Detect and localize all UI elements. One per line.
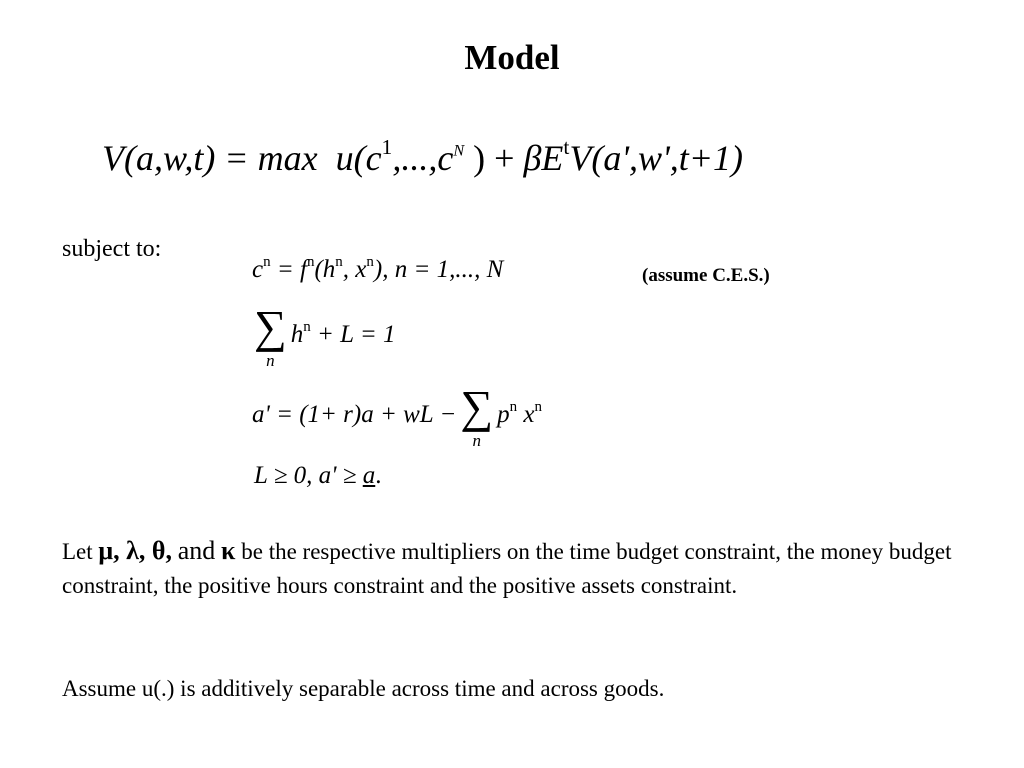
c1-sup-d: n [366, 253, 374, 270]
subject-to-label: subject to: [62, 236, 162, 262]
para1-prefix: Let [62, 539, 93, 564]
sum-index: n [266, 351, 275, 370]
greek-multipliers: μ, λ, θ, [98, 536, 172, 565]
constraint-money-budget [252, 381, 542, 450]
constraint-time-budget [250, 301, 396, 370]
c1-b: = f [270, 256, 307, 283]
eq-beta: β [523, 138, 542, 178]
constraint-nonnegativity [254, 462, 382, 490]
c3-a: a' = (1+ r)a + wL − [252, 401, 457, 429]
greek-kappa: κ [221, 536, 236, 565]
eq-E: E [541, 138, 564, 178]
para1-and: and [177, 536, 216, 565]
slide-title: Model [464, 38, 560, 77]
summation-symbol [254, 301, 287, 370]
c1-a: c [252, 256, 264, 283]
c1-sup-c: n [335, 253, 343, 270]
separability-paragraph: Assume u(.) is additively separable across time and across goods. [62, 676, 665, 701]
c3-b: p [497, 401, 510, 429]
eq-sup-N: N [453, 141, 465, 160]
c3-sup-c: n [534, 398, 542, 415]
eq-sup-t: t [563, 134, 570, 159]
eq-lhs: V(a,w,t) = max [102, 138, 318, 178]
eq-rest1: ) + [473, 138, 515, 178]
constraint-production [252, 253, 504, 284]
c2-a: h [290, 321, 304, 349]
sigma-glyph: ∑ [254, 301, 287, 352]
c1-c: (h [314, 256, 336, 283]
c1-sup-b: n [306, 253, 315, 270]
c4-a: L ≥ 0, a' ≥ [254, 462, 363, 489]
eq-mid: ,...,c [392, 138, 454, 178]
c1-e: ), n = 1,..., N [373, 256, 504, 283]
eq-u-label: u(c [335, 138, 382, 178]
c3-c: x [523, 401, 535, 429]
para1-rest: be the respective multipliers on the time budget constraint, the money budget constraint, the positive hours constraint and the positive assets constraint. [62, 539, 952, 598]
assume-ces-note: (assume C.E.S.) [642, 265, 770, 286]
eq-sup-1: 1 [381, 134, 393, 159]
c3-sup-b: n [509, 398, 518, 415]
value-function-equation [102, 134, 744, 179]
c2-sup-a: n [303, 318, 311, 335]
c2-b: + L = 1 [310, 321, 396, 349]
sum-index: n [472, 431, 481, 450]
summation-symbol [460, 381, 494, 450]
c4-b: . [375, 462, 382, 489]
sigma-glyph: ∑ [460, 381, 494, 432]
c4-underlined-a: a [362, 462, 376, 489]
c1-d: , x [342, 256, 367, 283]
c1-sup-a: n [263, 253, 271, 270]
eq-rest2: V(a',w',t+1) [569, 138, 744, 178]
multipliers-paragraph [62, 534, 1002, 603]
